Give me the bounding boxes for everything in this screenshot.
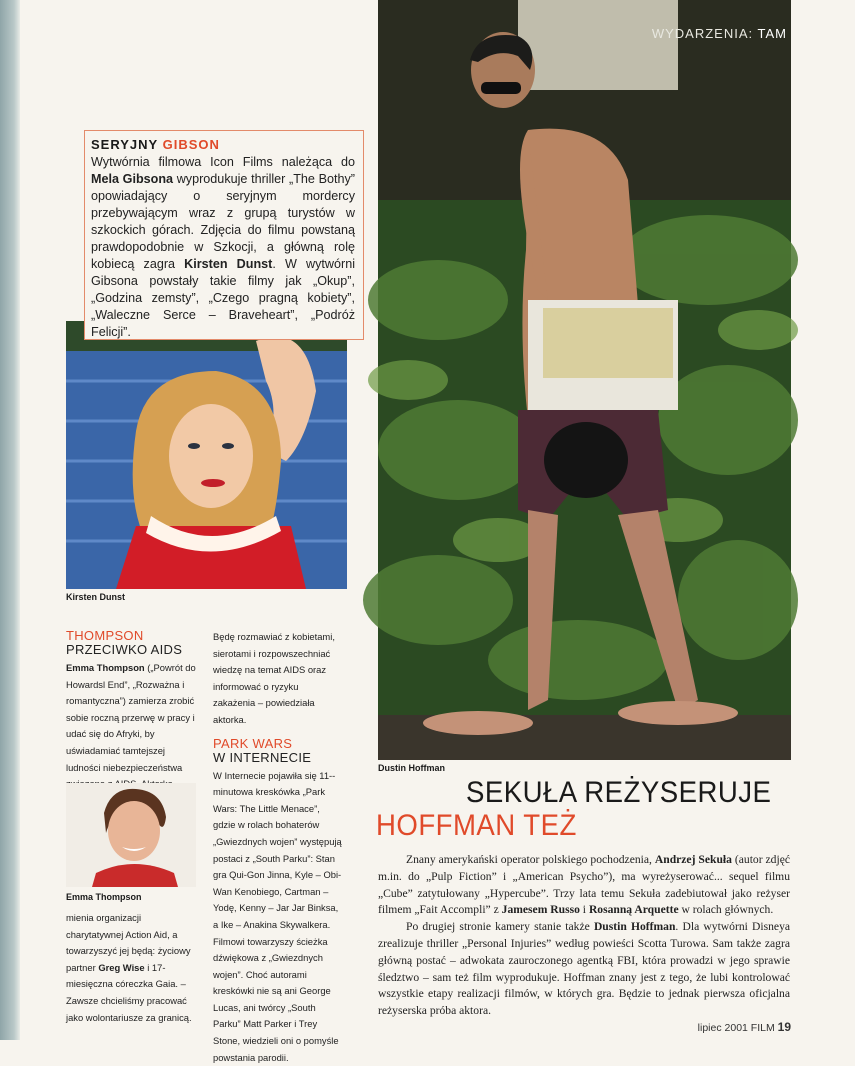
page-footer — [698, 1020, 791, 1034]
thompson-heading: THOMPSON — [66, 628, 144, 643]
article-paragraph-2 — [378, 919, 790, 1020]
thompson-text-4: Będę rozmawiać z kobietami, sierotami i rozpowszechniać wiedzę na temat AIDS oraz informować o ryzyku zakażenia – powiedziała aktorka. — [213, 631, 335, 725]
article-p1-c: (autor zdjęć m.in. do „Pulp Fiction” i „American Psycho”), ma wyreżyserować... sequel filmu „Cube” zatytułowany „Hypercube”. Trzy lata temu Sekuła zadebiutował jako reżyser filmem „Fait Accompli” z — [378, 853, 790, 917]
thompson-bold-1: Emma Thompson — [66, 662, 145, 673]
article-p1-b: Andrzej Sekuła — [654, 853, 732, 866]
headline-line2: HOFFMAN TEŻ — [376, 809, 577, 842]
article-p2-c: . Dla wytwórni Disneya zrealizuje thriller „Personal Injuries” według powieści Scotta Turowa. Sam także zagra główną postać – adwokata zauroczonego agentką FBI, która prowadzi w jego sprawie śledztwo – sam też film wyprodukuje. Hoffman znany jest z tego, że lubi kontrolować wszystkie etapy realizacji filmów, w których gra. Będzie to jednak pierwsza oficjalna reżyserska próba aktora. — [378, 920, 791, 1018]
article-p2-b: Dustin Hoffman — [593, 920, 676, 934]
caption-kirsten: Kirsten Dunst — [66, 592, 126, 602]
thompson-subheading: PRZECIWKO AIDS — [66, 642, 183, 657]
kirsten-dunst-photo — [66, 321, 347, 589]
dustin-hoffman-image — [378, 0, 791, 760]
box-text-3: . W wytwórni Gibsona powstały takie filmy jak „Okup”, „Godzina zemsty”, „Czego pragną kobiety”, „Waleczne Serce – Braveheart”, „Podróż Felicji”. — [91, 257, 355, 339]
thompson-bold-2: Greg Wise — [98, 961, 145, 973]
box-title-red: GIBSON — [162, 137, 220, 152]
thompson-text-1a: („Powrót do Howardsl End”, „Rozważna i romantyczna”) zamierza zrobić sobie roczną przerwę w pracy i udać się do Afryki, by uświadamiać tamtejszej ludności niebezpieczeństwa — [66, 662, 196, 773]
parkwars-text: W Internecie pojawiła się 11--minutowa kreskówka „Park Wars: The Little Menace”, gdzie w rolach bohaterów „Gwiezdnych wojen” występują postaci z „South Parku”: Stan gra Qui-Gon Jinna, Kyle – Obi-Wan Kenobiego, Cartman – Yodę, Kenny – Jar Jar Binksa, a Ike – Anakina Skywalkera. Filmowi towarzyszy ścieżka dźwiękowa z „Gwiezdnych wojen”. Choć autorami kreskówki nie są ani George Lucas, ani twórcy „South Parku” Matt Parker i Trey Stone, wiedzieli oni o pomyśle powstania parodii. — [213, 769, 342, 1063]
article-p1-f: Rosanną Arquette — [588, 903, 679, 917]
article-body — [378, 852, 790, 1020]
article-p2-a: Po drugiej stronie kamery stanie także — [406, 920, 594, 934]
article-paragraph-1 — [378, 852, 790, 919]
parkwars-heading: PARK WARS — [213, 735, 293, 751]
article-p1-e: i — [579, 903, 589, 917]
thompson-column-bottom — [66, 910, 200, 1026]
box-text-2: wyprodukuje thriller „The Bothy” opowiadający o seryjnym mordercy przebywającym wraz z grupą turystów w szkockich górach. Zdjęcia do filmu powstaną prawdopodobnie w Szkocji, a główną rolę kobiecą zagra — [91, 172, 355, 271]
box-title-black: SERYJNY — [91, 137, 163, 152]
caption-emma: Emma Thompson — [66, 892, 142, 902]
seryjny-gibson-box — [84, 130, 364, 340]
parkwars-subheading: W INTERNECIE — [213, 749, 312, 765]
kirsten-dunst-image — [66, 321, 347, 589]
box-text-1: Wytwórnia filmowa Icon Films należąca do — [91, 155, 355, 169]
section-name: WYDARZENIA: — [651, 26, 754, 41]
section-tag — [652, 26, 787, 41]
box-body — [91, 154, 355, 341]
column-2 — [213, 629, 343, 1066]
article-p1-g: w rolach głównych. — [678, 903, 774, 917]
box-title — [91, 137, 355, 152]
caption-dustin: Dustin Hoffman — [378, 763, 445, 773]
headline-line1: SEKUŁA REŻYSERUJE — [466, 776, 772, 809]
page-spine — [0, 0, 20, 1040]
section-sub: TAM — [757, 26, 787, 41]
box-bold-1: Mela Gibsona — [91, 172, 174, 186]
article-p1-d: Jamesem Russo — [501, 903, 580, 917]
thompson-text-3: i 17-miesięczna córeczka Gaia. – Zawsze chcieliśmy pracować jako wolontariusze za granicą. — [66, 961, 192, 1023]
thompson-text-2: mienia organizacji charytatywnej Action Aid, a towarzyszyć jej będą: życiowy partner — [66, 912, 191, 973]
emma-thompson-photo — [66, 783, 196, 887]
page-number: 19 — [777, 1020, 791, 1034]
footer-issue: lipiec 2001 FILM — [697, 1022, 778, 1034]
article-p1-a: Znany amerykański operator polskiego pochodzenia, — [406, 853, 655, 866]
dustin-hoffman-photo — [378, 0, 791, 760]
box-bold-2: Kirsten Dunst — [184, 257, 273, 271]
emma-thompson-image — [66, 783, 196, 887]
